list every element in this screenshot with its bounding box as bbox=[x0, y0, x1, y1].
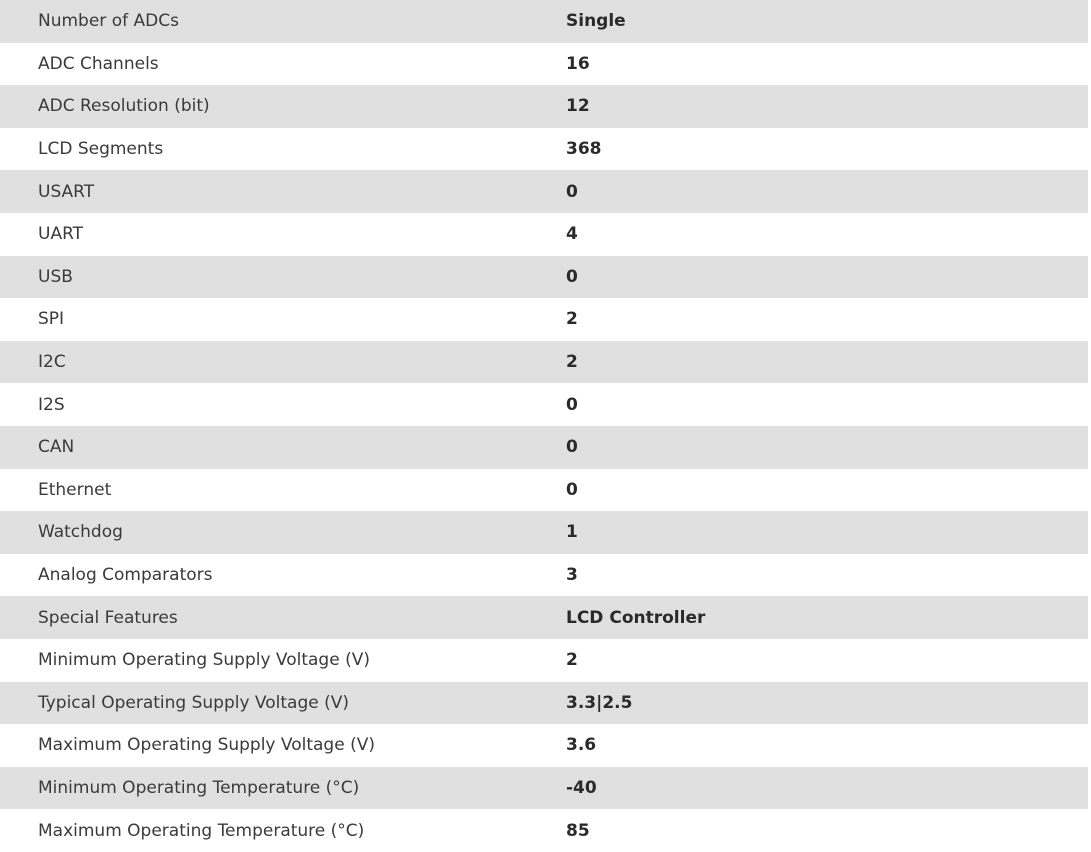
spec-label: ADC Resolution (bit) bbox=[38, 96, 210, 117]
spec-row bbox=[0, 469, 1088, 512]
spec-row bbox=[0, 213, 1088, 256]
spec-value: 2 bbox=[566, 309, 578, 330]
spec-label: UART bbox=[38, 224, 84, 245]
spec-row bbox=[0, 85, 1088, 128]
spec-label: Number of ADCs bbox=[38, 11, 179, 32]
spec-value: 4 bbox=[566, 224, 578, 245]
spec-value: 85 bbox=[566, 820, 590, 841]
spec-label: ADC Channels bbox=[38, 53, 159, 74]
spec-value: 368 bbox=[566, 139, 602, 160]
spec-value: 3 bbox=[566, 565, 578, 586]
spec-row bbox=[0, 298, 1088, 341]
spec-value: LCD Controller bbox=[566, 607, 706, 628]
spec-value: 3.6 bbox=[566, 735, 597, 756]
spec-value: 16 bbox=[566, 53, 590, 74]
spec-row bbox=[0, 639, 1088, 682]
spec-label: I2C bbox=[38, 352, 66, 373]
spec-row bbox=[0, 724, 1088, 767]
spec-row bbox=[0, 767, 1088, 810]
spec-label: Special Features bbox=[38, 607, 178, 628]
spec-value: 2 bbox=[566, 650, 578, 671]
spec-value: 0 bbox=[566, 266, 578, 287]
spec-label: Minimum Operating Temperature (°C) bbox=[38, 777, 360, 798]
spec-value: 0 bbox=[566, 479, 578, 500]
spec-row bbox=[0, 511, 1088, 554]
spec-row bbox=[0, 426, 1088, 469]
spec-row bbox=[0, 0, 1088, 43]
spec-value: Single bbox=[566, 11, 626, 32]
spec-label: LCD Segments bbox=[38, 139, 164, 160]
spec-value: 0 bbox=[566, 394, 578, 415]
spec-value: 0 bbox=[566, 437, 578, 458]
spec-row bbox=[0, 128, 1088, 171]
spec-row bbox=[0, 383, 1088, 426]
spec-row bbox=[0, 682, 1088, 725]
spec-label: Typical Operating Supply Voltage (V) bbox=[38, 692, 349, 713]
spec-row bbox=[0, 554, 1088, 597]
spec-value: 2 bbox=[566, 352, 578, 373]
spec-value: 0 bbox=[566, 181, 578, 202]
spec-row bbox=[0, 43, 1088, 86]
spec-row bbox=[0, 596, 1088, 639]
spec-label: Maximum Operating Supply Voltage (V) bbox=[38, 735, 375, 756]
spec-value: -40 bbox=[566, 777, 597, 798]
spec-value: 1 bbox=[566, 522, 578, 543]
spec-label: Watchdog bbox=[38, 522, 123, 543]
spec-label: USART bbox=[38, 181, 95, 202]
spec-row bbox=[0, 170, 1088, 213]
spec-label: USB bbox=[38, 266, 73, 287]
spec-label: Analog Comparators bbox=[38, 565, 213, 586]
spec-label: SPI bbox=[38, 309, 65, 330]
spec-value: 3.3|2.5 bbox=[566, 692, 633, 713]
spec-label: I2S bbox=[38, 394, 65, 415]
spec-row bbox=[0, 341, 1088, 384]
spec-label: CAN bbox=[38, 437, 75, 458]
spec-label: Maximum Operating Temperature (°C) bbox=[38, 820, 365, 841]
spec-value: 12 bbox=[566, 96, 590, 117]
spec-label: Ethernet bbox=[38, 479, 112, 500]
spec-row bbox=[0, 256, 1088, 299]
spec-label: Minimum Operating Supply Voltage (V) bbox=[38, 650, 370, 671]
spec-row bbox=[0, 809, 1088, 852]
